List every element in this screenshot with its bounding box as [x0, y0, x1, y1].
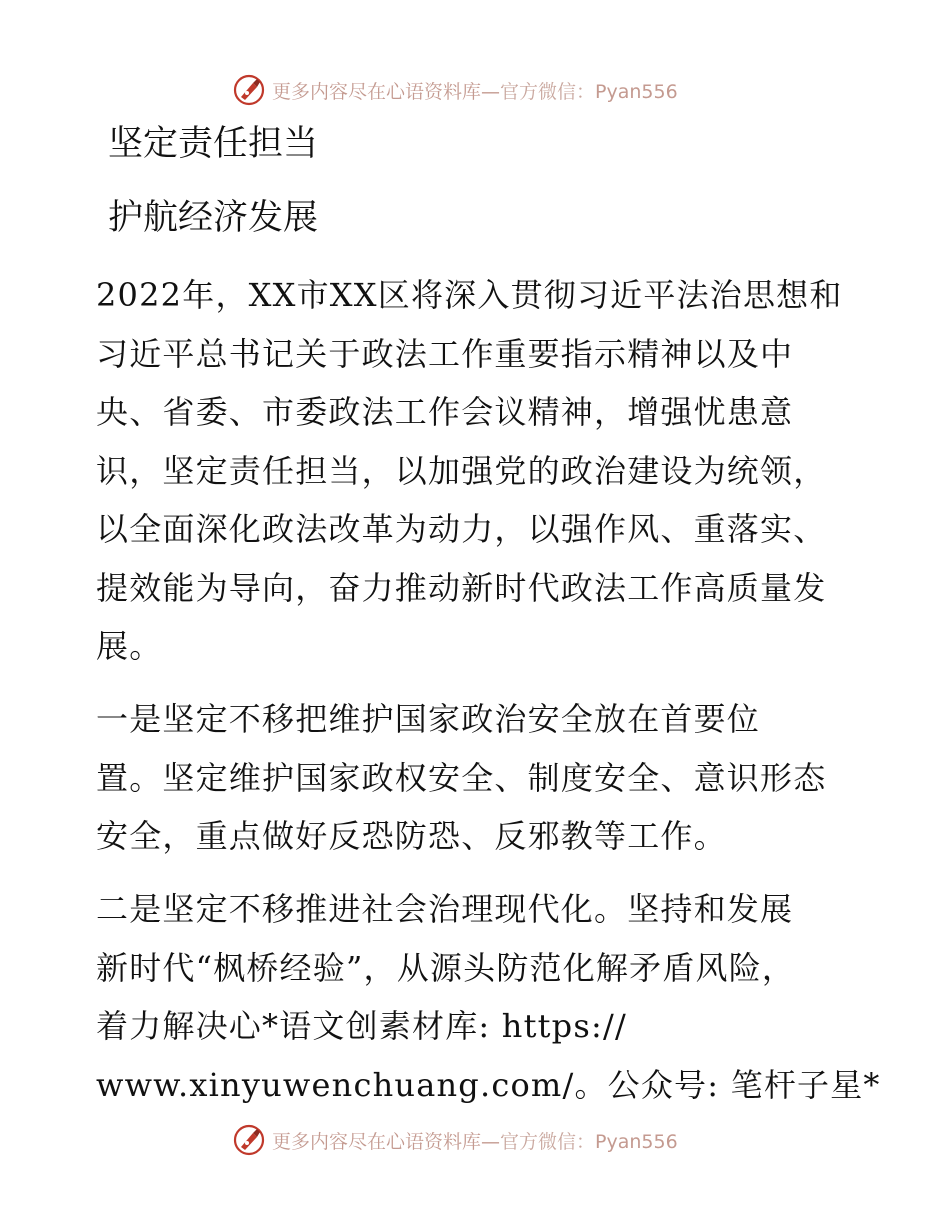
- paragraph-line: 提效能为导向，奋力推动新时代政法工作高质量发: [96, 568, 827, 607]
- paragraph-line: 一是坚定不移把维护国家政治安全放在首要位: [96, 700, 761, 738]
- paragraph-intro: [96, 266, 856, 676]
- watermark-id: Pyan556: [595, 1130, 678, 1153]
- paragraph-point-two: [96, 880, 881, 1114]
- header-watermark: [232, 72, 678, 108]
- watermark-dash: —: [481, 80, 501, 103]
- pen-nib-logo-icon: [232, 73, 266, 107]
- paragraph-line: 展。: [96, 627, 163, 665]
- paragraph-line: www.xinyuwenchuang.com/。公众号: 笔杆子星*: [96, 1065, 881, 1104]
- watermark-main-text: 更多内容尽在心语资料库: [272, 80, 482, 103]
- watermark-id: Pyan556: [595, 80, 678, 103]
- paragraph-line: 2022年，XX市XX区将深入贯彻习近平法治思想和: [96, 276, 843, 314]
- pen-nib-logo-icon: [232, 1123, 266, 1157]
- title-line-2: 护航经济发展: [108, 198, 319, 238]
- watermark-main-text: 更多内容尽在心语资料库: [272, 1130, 482, 1153]
- footer-watermark: [232, 1122, 678, 1158]
- paragraph-line: 二是坚定不移推进社会治理现代化。坚持和发展: [96, 890, 794, 928]
- paragraph-line: 着力解决心*语文创素材库: https://: [96, 1007, 627, 1045]
- watermark-label: 官方微信：: [500, 1130, 596, 1153]
- paragraph-point-one: [96, 690, 856, 866]
- paragraph-line: 央、省委、市委政法工作会议精神，增强忧患意: [96, 393, 794, 431]
- title-line-1: 坚定责任担当: [108, 124, 319, 164]
- paragraph-line: 以全面深化政法改革为动力，以强作风、重落实、: [96, 510, 827, 548]
- paragraph-line: 安全，重点做好反恐防恐、反邪教等工作。: [96, 817, 727, 855]
- paragraph-line: 习近平总书记关于政法工作重要指示精神以及中: [96, 334, 794, 373]
- paragraph-line: 置。坚定维护国家政权安全、制度安全、意识形态: [96, 758, 827, 797]
- watermark-label: 官方微信：: [500, 80, 596, 103]
- paragraph-line: 识，坚定责任担当，以加强党的政治建设为统领，: [96, 451, 827, 490]
- paragraph-line: 新时代“枫桥经验”，从源头防范化解矛盾风险，: [96, 948, 796, 987]
- watermark-dash: —: [481, 1130, 501, 1153]
